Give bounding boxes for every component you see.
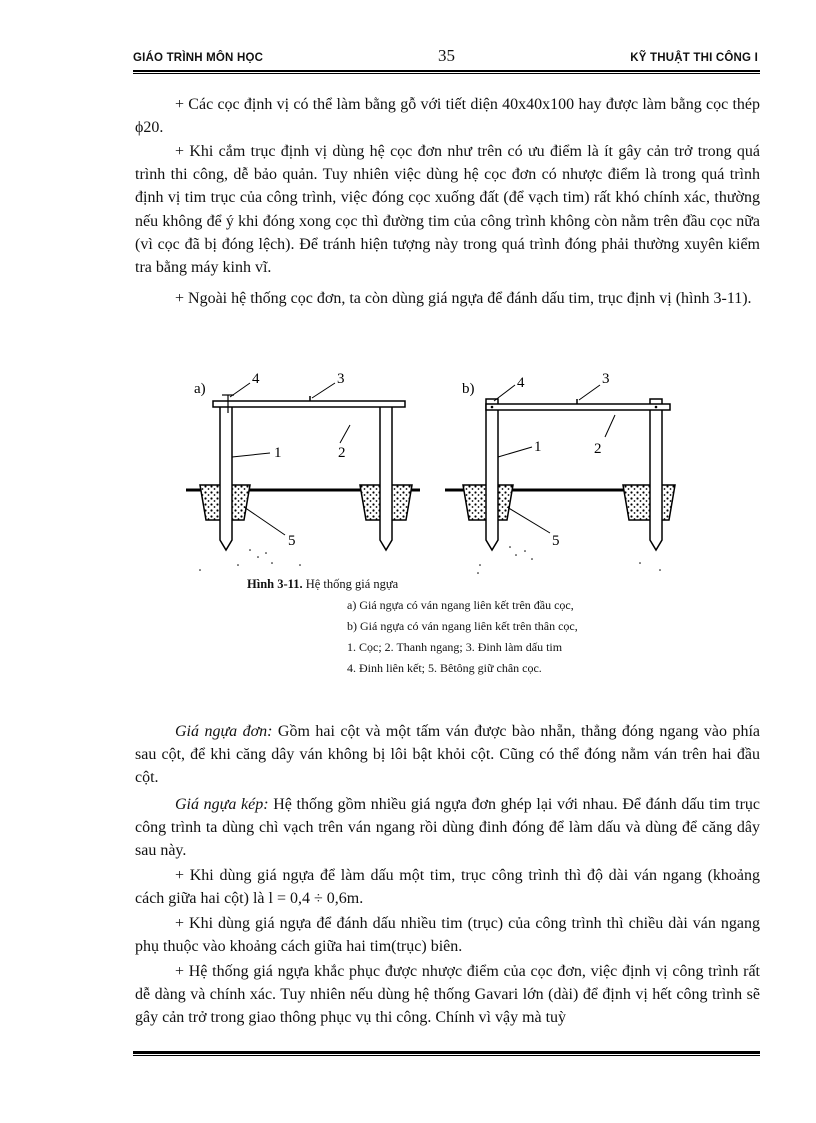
header-rule <box>133 70 760 74</box>
leader-line <box>579 385 600 400</box>
figure-title: Hệ thống giá ngựa <box>302 577 399 591</box>
callout-4: 4 <box>517 375 525 391</box>
leader-line <box>312 383 335 398</box>
stake <box>650 399 662 550</box>
leader-line <box>494 385 515 401</box>
figure-number: Hình 3-11. <box>247 577 303 591</box>
paragraph-double-batter-board <box>135 793 760 863</box>
callout-5: 5 <box>552 533 560 549</box>
callout-2: 2 <box>594 441 602 457</box>
page-number: 35 <box>438 46 455 65</box>
paragraph-stake-material: + Các cọc định vị có thể làm bằng gỗ với tiết diện 40x40x100 hay được làm bằng cọc thép ϕ20. <box>135 96 760 137</box>
concrete-footing <box>623 485 675 520</box>
caption-line: b) Giá ngựa có ván ngang liên kết trên thân cọc, <box>347 619 578 633</box>
soil-dots <box>199 546 661 574</box>
paragraph-single-stake: + Khi cắm trục định vị dùng hệ cọc đơn như trên có ưu điểm là ít gây cản trở trong quá trình thi công, dễ bảo quản. Tuy nhiên việc dùng hệ cọc đơn có nhược điểm là trong quá trình định vị tim trục của công trình, việc đóng cọc xuống đất (để vạch tim) rất khó chính xác, thường nếu không để ý khi đóng xong cọc thì đường tim của công trình không còn nằm trên đầu cọc nữa (vì cọc đã bị đóng lệch). Để tránh hiện tượng này trong quá trình đóng phải thường xuyên kiểm tra bằng máy kinh vĩ. <box>135 143 760 277</box>
leader-line <box>498 447 532 457</box>
paragraph-text: Gồm hai cột và một tấm ván được bào nhẵn, thẳng đóng ngang vào phía sau cột, để khi căng dây ván không bị lôi bật khỏi cột. Cũng có thể đóng nằm ván trên hai đầu cột. <box>135 723 761 787</box>
leader-line <box>340 425 350 443</box>
leader-line <box>230 383 250 397</box>
header-course-title: GIÁO TRÌNH MÔN HỌC <box>133 52 264 64</box>
footer-rule <box>133 1051 760 1056</box>
callout-3: 3 <box>337 371 345 387</box>
leader-line <box>605 415 615 437</box>
caption-line: 4. Đinh liên kết; 5. Bêtông giữ chân cọc. <box>347 661 542 675</box>
paragraph-single-batter-board <box>135 720 760 790</box>
callout-1: 1 <box>534 439 542 455</box>
term-single-batter-board: Giá ngựa đơn: <box>175 723 273 740</box>
panel-a-label: a) <box>194 381 206 397</box>
connecting-nail <box>491 406 494 409</box>
connecting-nail <box>655 406 658 409</box>
leader-line <box>507 507 550 533</box>
batter-board-figure <box>180 365 680 580</box>
crossbar <box>486 404 670 410</box>
panel-b-label: b) <box>462 381 475 397</box>
callout-3: 3 <box>602 371 610 387</box>
stake <box>220 405 232 550</box>
paragraph-board-length-single: + Khi dùng giá ngựa để làm dấu một tim, trục công trình thì độ dài ván ngang (khoảng cách giữa hai cột) là l = 0,4 ÷ 0,6m. <box>135 867 760 908</box>
leader-line <box>244 507 285 535</box>
callout-5: 5 <box>288 533 296 549</box>
callout-4: 4 <box>252 371 260 387</box>
callout-2: 2 <box>338 445 346 461</box>
header-subject: KỸ THUẬT THI CÔNG I <box>630 52 758 64</box>
stake <box>380 405 392 550</box>
crossbar <box>213 401 405 407</box>
caption-line: 1. Cọc; 2. Thanh ngang; 3. Đinh làm dấu tim <box>347 640 563 654</box>
caption-line: a) Giá ngựa có ván ngang liên kết trên đầu cọc, <box>347 598 574 612</box>
figure-caption-title <box>247 576 398 592</box>
paragraph-batter-board-intro: + Ngoài hệ thống cọc đơn, ta còn dùng giá ngựa để đánh dấu tim, trục định vị (hình 3-11). <box>175 290 752 307</box>
term-double-batter-board: Giá ngựa kép: <box>175 796 269 813</box>
callout-1: 1 <box>274 445 282 461</box>
paragraph-advantages: + Hệ thống giá ngựa khắc phục được nhược điểm của cọc đơn, việc định vị công trình rất dễ dàng và chính xác. Tuy nhiên nếu dùng hệ thống Gavari lớn (dài) để định vị hết công trình sẽ gây cản trở trong giao thông phục vụ thi công. Chính vì vậy mà tuỳ <box>135 963 760 1027</box>
paragraph-text: Hệ thống gồm nhiều giá ngựa đơn ghép lại với nhau. Để đánh dấu tim trục công trình ta dùng chì vạch trên ván ngang rồi dùng đinh đóng để làm dấu và dùng để căng dây sau này. <box>135 796 760 860</box>
paragraph-board-length-multiple: + Khi dùng giá ngựa để đánh dấu nhiều tim (trục) của công trình thì chiều dài ván ngang phụ thuộc vào khoảng cách giữa hai tim(trục) biên. <box>135 915 760 956</box>
leader-line <box>232 453 270 457</box>
stake <box>486 399 498 550</box>
